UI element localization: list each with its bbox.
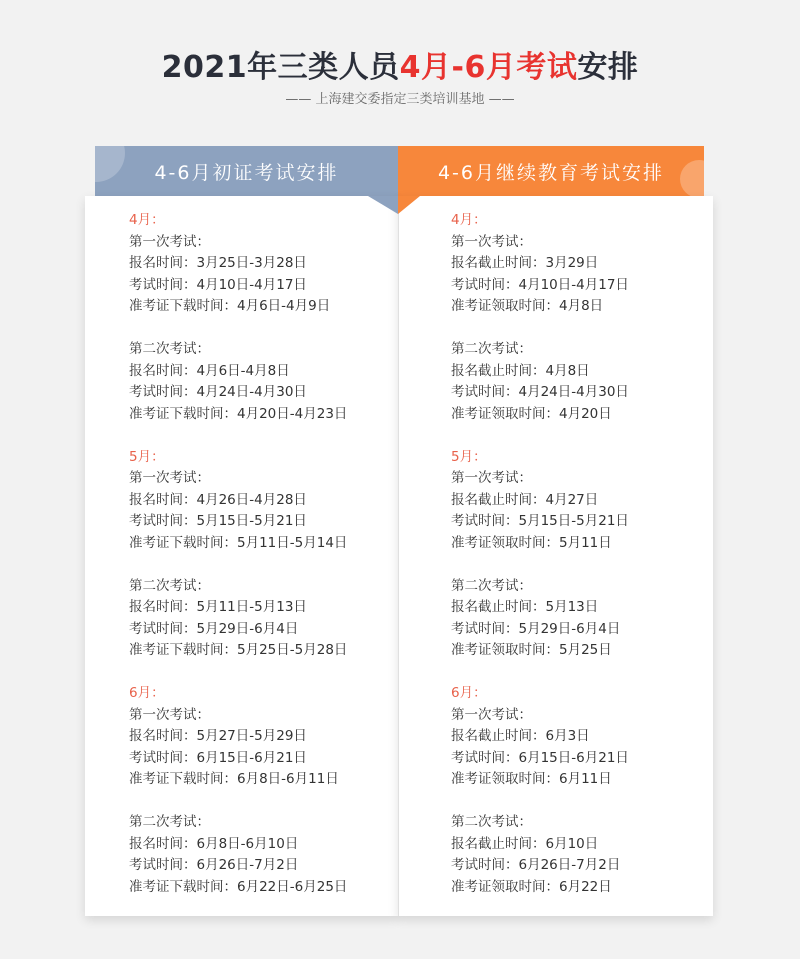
registration-time: 报名时间：5月11日-5月13日 (129, 599, 307, 615)
admission-ticket-time: 准考证下载时间：6月22日-6月25日 (129, 878, 348, 895)
page-title (0, 42, 800, 86)
spacer (129, 318, 347, 340)
spacer (129, 791, 347, 813)
exam-round-title: 第一次考试： (451, 470, 532, 486)
exam-round-title: 第一次考试： (129, 233, 210, 250)
exam-round-title: 第二次考试： (451, 814, 532, 830)
spacer (129, 425, 347, 447)
month-heading: 5月： (129, 448, 165, 465)
exam-round-title: 第二次考试： (451, 341, 532, 357)
registration-time: 报名截止时间：4月27日 (451, 491, 599, 508)
registration-time: 报名截止时间：6月10日 (451, 835, 599, 852)
registration-time: 报名时间：5月27日-5月29日 (129, 728, 307, 744)
spacer (451, 425, 629, 447)
page-subtitle: —— 上海建交委指定三类培训基地 —— (285, 92, 515, 107)
exam-time: 考试时间：4月24日-4月30日 (129, 384, 307, 400)
title-part-3: 安排 (577, 50, 639, 85)
spacer (451, 791, 629, 813)
registration-time: 报名时间：3月25日-3月28日 (129, 255, 307, 271)
exam-time: 考试时间：6月15日-6月21日 (451, 749, 629, 766)
registration-time: 报名时间：4月6日-4月8日 (129, 362, 290, 379)
decor-circle (95, 146, 125, 182)
tab-continuing-education-label: 4-6月继续教育考试安排 (437, 161, 665, 184)
exam-time: 考试时间：5月15日-5月21日 (129, 513, 307, 529)
month-heading: 6月： (129, 685, 165, 701)
exam-time: 考试时间：4月24日-4月30日 (451, 384, 629, 400)
admission-ticket-time: 准考证领取时间：4月20日 (451, 405, 612, 422)
admission-ticket-time: 准考证下载时间：4月6日-4月9日 (129, 298, 331, 314)
registration-time: 报名时间：6月8日-6月10日 (129, 835, 299, 852)
month-heading: 6月： (451, 685, 487, 701)
exam-time: 考试时间：6月26日-7月2日 (451, 857, 621, 873)
exam-time: 考试时间：5月29日-6月4日 (129, 620, 299, 637)
registration-time: 报名截止时间：4月8日 (451, 362, 590, 379)
exam-round-title: 第二次考试： (129, 577, 210, 594)
admission-ticket-time: 准考证下载时间：4月20日-4月23日 (129, 405, 348, 422)
exam-time: 考试时间：6月26日-7月2日 (129, 857, 299, 873)
registration-time: 报名截止时间：6月3日 (451, 728, 590, 744)
exam-time: 考试时间：4月10日-4月17日 (451, 276, 629, 293)
continuing-education-schedule-list (451, 210, 629, 898)
exam-time: 考试时间：5月29日-6月4日 (451, 620, 621, 637)
registration-time: 报名截止时间：3月29日 (451, 255, 599, 271)
exam-time: 考试时间：4月10日-4月17日 (129, 276, 307, 293)
continuing-education-schedule-card (398, 196, 713, 916)
registration-time: 报名时间：4月26日-4月28日 (129, 491, 307, 508)
admission-ticket-time: 准考证领取时间：5月25日 (451, 642, 612, 658)
spacer (129, 662, 347, 684)
exam-time: 考试时间：5月15日-5月21日 (451, 513, 629, 529)
exam-time: 考试时间：6月15日-6月21日 (129, 749, 307, 766)
tab-initial-exam (95, 146, 398, 196)
spacer (451, 318, 629, 340)
exam-round-title: 第一次考试： (129, 470, 210, 486)
initial-exam-schedule-list (129, 210, 347, 898)
decor-circle (680, 160, 704, 196)
spacer (451, 662, 629, 684)
exam-round-title: 第二次考试： (451, 577, 532, 594)
title-part-1: 2021年三类人员 (161, 50, 400, 85)
tab-notch (368, 196, 398, 214)
admission-ticket-time: 准考证领取时间：4月8日 (451, 298, 604, 314)
tab-initial-exam-label: 4-6月初证考试安排 (154, 161, 339, 184)
exam-round-title: 第一次考试： (129, 706, 210, 723)
initial-exam-schedule-card (85, 196, 398, 916)
admission-ticket-time: 准考证领取时间：6月22日 (451, 878, 612, 895)
admission-ticket-time: 准考证下载时间：5月11日-5月14日 (129, 534, 348, 551)
exam-round-title: 第一次考试： (451, 233, 532, 250)
title-highlight: 4月-6月考试 (399, 50, 578, 85)
registration-time: 报名截止时间：5月13日 (451, 599, 599, 615)
month-heading: 5月： (451, 448, 487, 465)
exam-round-title: 第一次考试： (451, 706, 532, 723)
month-heading: 4月： (129, 212, 165, 228)
admission-ticket-time: 准考证下载时间：5月25日-5月28日 (129, 642, 348, 658)
exam-round-title: 第二次考试： (129, 341, 210, 357)
spacer (451, 554, 629, 576)
tab-continuing-education (398, 146, 704, 196)
tab-notch (398, 196, 420, 214)
month-heading: 4月： (451, 212, 487, 228)
spacer (129, 554, 347, 576)
admission-ticket-time: 准考证领取时间：5月11日 (451, 534, 612, 551)
admission-ticket-time: 准考证领取时间：6月11日 (451, 771, 612, 787)
admission-ticket-time: 准考证下载时间：6月8日-6月11日 (129, 771, 339, 787)
exam-round-title: 第二次考试： (129, 814, 210, 830)
